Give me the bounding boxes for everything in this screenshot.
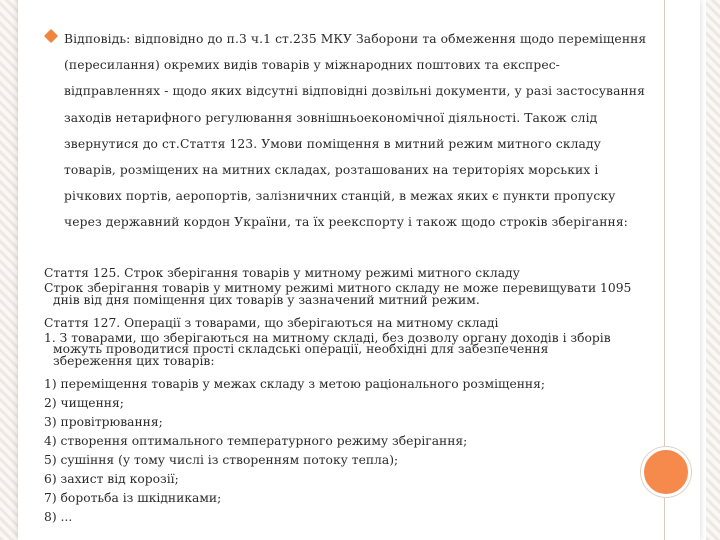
text-line (44, 283, 660, 306)
list-item: 1) переміщення товарів у межах складу з метою раціонального розміщення; (44, 376, 546, 391)
text-line-start: 1. З товарами, що зберігаються на митному складі, без дозволу органу доходів і зборів (44, 330, 611, 345)
text-line-start: Строк зберігання товарів у митному режимі митного складу не може перевищувати 1095 (44, 281, 632, 295)
text-line (44, 330, 660, 368)
text-line-continuation: днів від дня поміщення цих товарів у зазначений митний режим. (53, 292, 480, 307)
answer-paragraph: Відповідь: відповідно до п.3 ч.1 ст.235 МКУ Заборони та обмеження щодо переміщення (пересилання) окремих видів товарів у міжнародних поштових та експрес-відправленнях - щодо яких відсутні відповідні дозвільні документи, у разі застосування заходів нетарифного регулювання зовнішньоекономічної діяльності. Також слід звернутися до ст.Стаття 123. Умови поміщення в митний режим митного складу товарів, розміщених на митних складах, розташованих на територіях морських і річкових портів, аеропортів, залізничних станцій, в межах яких є пункти пропуску через державний кордон України, та їх реекспорту і також щодо строків зберігання: (64, 32, 647, 230)
list-item: 4) створення оптимального температурного режиму зберігання; (44, 433, 468, 448)
text-line: Стаття 127. Операції з товарами, що зберігаються на митному складі (44, 315, 499, 330)
list-item: 5) сушіння (у тому числі із створенням потоку тепла); (44, 452, 399, 467)
right-pattern-border (706, 0, 720, 540)
list-item: 7) боротьба із шкідниками; (44, 490, 222, 505)
text-line-continuation: збереження цих товарів: (53, 353, 215, 368)
text-line-continuation: можуть проводитися прості складські операції, необхідні для забезпечення (53, 342, 549, 356)
list-item: 3) провітрювання; (44, 414, 163, 429)
list-item: 2) чищення; (44, 395, 124, 410)
text-line: Стаття 125. Строк зберігання товарів у митному режимі митного складу (44, 266, 520, 280)
list-item: 6) захист від корозії; (44, 471, 179, 486)
list-item: 8) ... (44, 509, 73, 524)
article-text (44, 264, 660, 527)
